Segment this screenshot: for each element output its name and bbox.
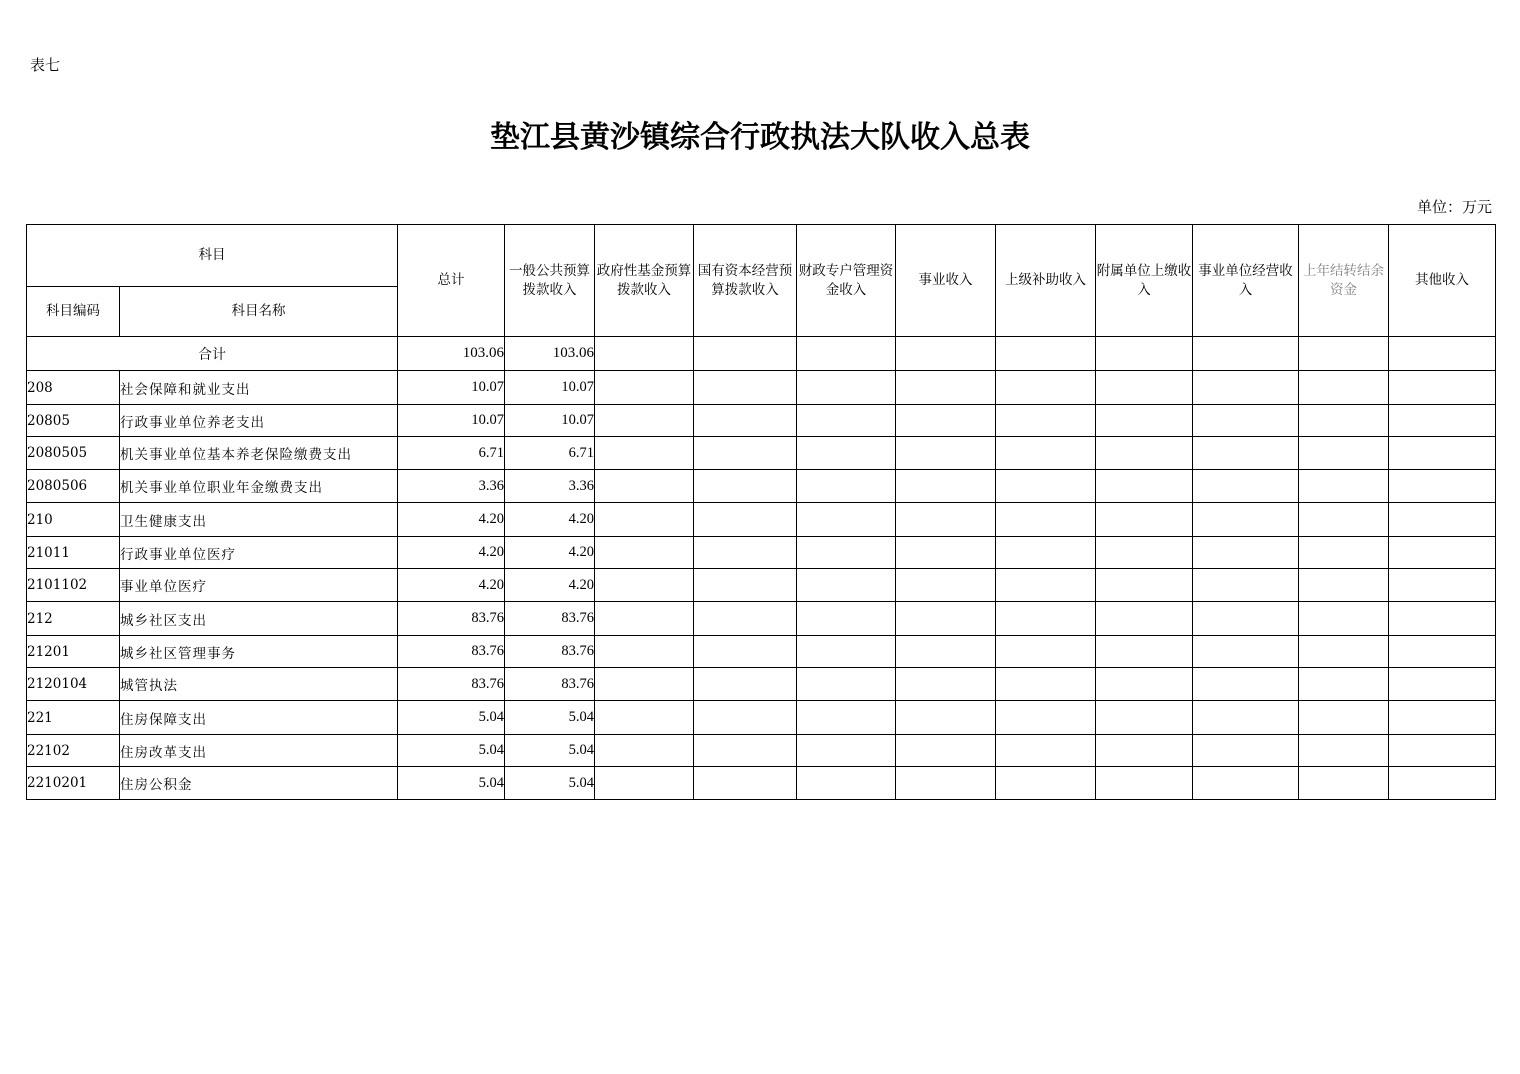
- table-row: [27, 668, 1496, 701]
- header-carryover: 上年结转结余资金: [1299, 225, 1389, 337]
- header-business-operation: 事业单位经营收入: [1193, 225, 1299, 337]
- row-general-budget: 83.76: [505, 636, 595, 668]
- row-code: 221: [27, 701, 120, 735]
- row-total: 4.20: [398, 569, 505, 602]
- row-code: 210: [27, 503, 120, 537]
- table-row: [27, 371, 1496, 405]
- header-fiscal-special: 财政专户管理资金收入: [797, 225, 896, 337]
- income-summary-table: [26, 224, 1496, 800]
- row-total: 83.76: [398, 668, 505, 701]
- table-row: [27, 405, 1496, 437]
- row-code: 2120104: [27, 668, 120, 701]
- row-code: 21201: [27, 636, 120, 668]
- row-name: 城乡社区支出: [120, 602, 398, 636]
- row-name: 城乡社区管理事务: [120, 636, 398, 668]
- unit-label: 单位：万元: [1416, 198, 1492, 216]
- row-total: 83.76: [398, 636, 505, 668]
- row-general-budget: 10.07: [505, 405, 595, 437]
- row-name: 机关事业单位职业年金缴费支出: [120, 470, 398, 503]
- table-row: [27, 503, 1496, 537]
- row-total: 5.04: [398, 701, 505, 735]
- row-name: 卫生健康支出: [120, 503, 398, 537]
- table-row: [27, 437, 1496, 470]
- total-general-budget: 103.06: [505, 337, 595, 371]
- row-general-budget: 5.04: [505, 767, 595, 800]
- row-name: 住房改革支出: [120, 735, 398, 767]
- row-code: 2080506: [27, 470, 120, 503]
- row-general-budget: 6.71: [505, 437, 595, 470]
- total-sum: 103.06: [398, 337, 505, 371]
- table-row: [27, 569, 1496, 602]
- row-name: 事业单位医疗: [120, 569, 398, 602]
- header-state-capital: 国有资本经营预算拨款收入: [694, 225, 797, 337]
- row-code: 212: [27, 602, 120, 636]
- header-affiliated-income: 附属单位上缴收入: [1096, 225, 1193, 337]
- header-subject: 科目: [27, 225, 398, 287]
- row-general-budget: 4.20: [505, 503, 595, 537]
- table-row: [27, 767, 1496, 800]
- row-total: 4.20: [398, 503, 505, 537]
- row-general-budget: 5.04: [505, 735, 595, 767]
- table-row: [27, 636, 1496, 668]
- header-superior-subsidy: 上级补助收入: [996, 225, 1096, 337]
- row-code: 2101102: [27, 569, 120, 602]
- row-name: 城管执法: [120, 668, 398, 701]
- page-title: 垫江县黄沙镇综合行政执法大队收入总表: [490, 120, 1030, 155]
- table-row: [27, 470, 1496, 503]
- row-total: 3.36: [398, 470, 505, 503]
- table-row: [27, 537, 1496, 569]
- row-code: 2080505: [27, 437, 120, 470]
- header-business-income: 事业收入: [896, 225, 996, 337]
- row-general-budget: 3.36: [505, 470, 595, 503]
- row-total: 5.04: [398, 767, 505, 800]
- row-name: 住房保障支出: [120, 701, 398, 735]
- row-name: 行政事业单位医疗: [120, 537, 398, 569]
- row-code: 208: [27, 371, 120, 405]
- row-general-budget: 83.76: [505, 602, 595, 636]
- row-name: 住房公积金: [120, 767, 398, 800]
- row-name: 机关事业单位基本养老保险缴费支出: [120, 437, 398, 470]
- row-total: 10.07: [398, 371, 505, 405]
- header-subject-name: 科目名称: [120, 287, 398, 337]
- header-general-budget: 一般公共预算拨款收入: [505, 225, 595, 337]
- row-code: 2210201: [27, 767, 120, 800]
- table-row: [27, 602, 1496, 636]
- row-name: 社会保障和就业支出: [120, 371, 398, 405]
- header-gov-fund: 政府性基金预算拨款收入: [595, 225, 694, 337]
- header-total: 总计: [398, 225, 505, 337]
- total-row: [27, 337, 1496, 371]
- table-number-label: 表七: [30, 56, 61, 74]
- table-row: [27, 701, 1496, 735]
- row-name: 行政事业单位养老支出: [120, 405, 398, 437]
- row-total: 6.71: [398, 437, 505, 470]
- row-code: 22102: [27, 735, 120, 767]
- header-other-income: 其他收入: [1389, 225, 1496, 337]
- row-code: 20805: [27, 405, 120, 437]
- row-general-budget: 4.20: [505, 569, 595, 602]
- row-general-budget: 83.76: [505, 668, 595, 701]
- row-general-budget: 5.04: [505, 701, 595, 735]
- row-general-budget: 10.07: [505, 371, 595, 405]
- row-total: 83.76: [398, 602, 505, 636]
- row-total: 4.20: [398, 537, 505, 569]
- table-row: [27, 735, 1496, 767]
- total-label: 合计: [27, 337, 398, 371]
- row-total: 5.04: [398, 735, 505, 767]
- row-general-budget: 4.20: [505, 537, 595, 569]
- header-subject-code: 科目编码: [27, 287, 120, 337]
- row-total: 10.07: [398, 405, 505, 437]
- row-code: 21011: [27, 537, 120, 569]
